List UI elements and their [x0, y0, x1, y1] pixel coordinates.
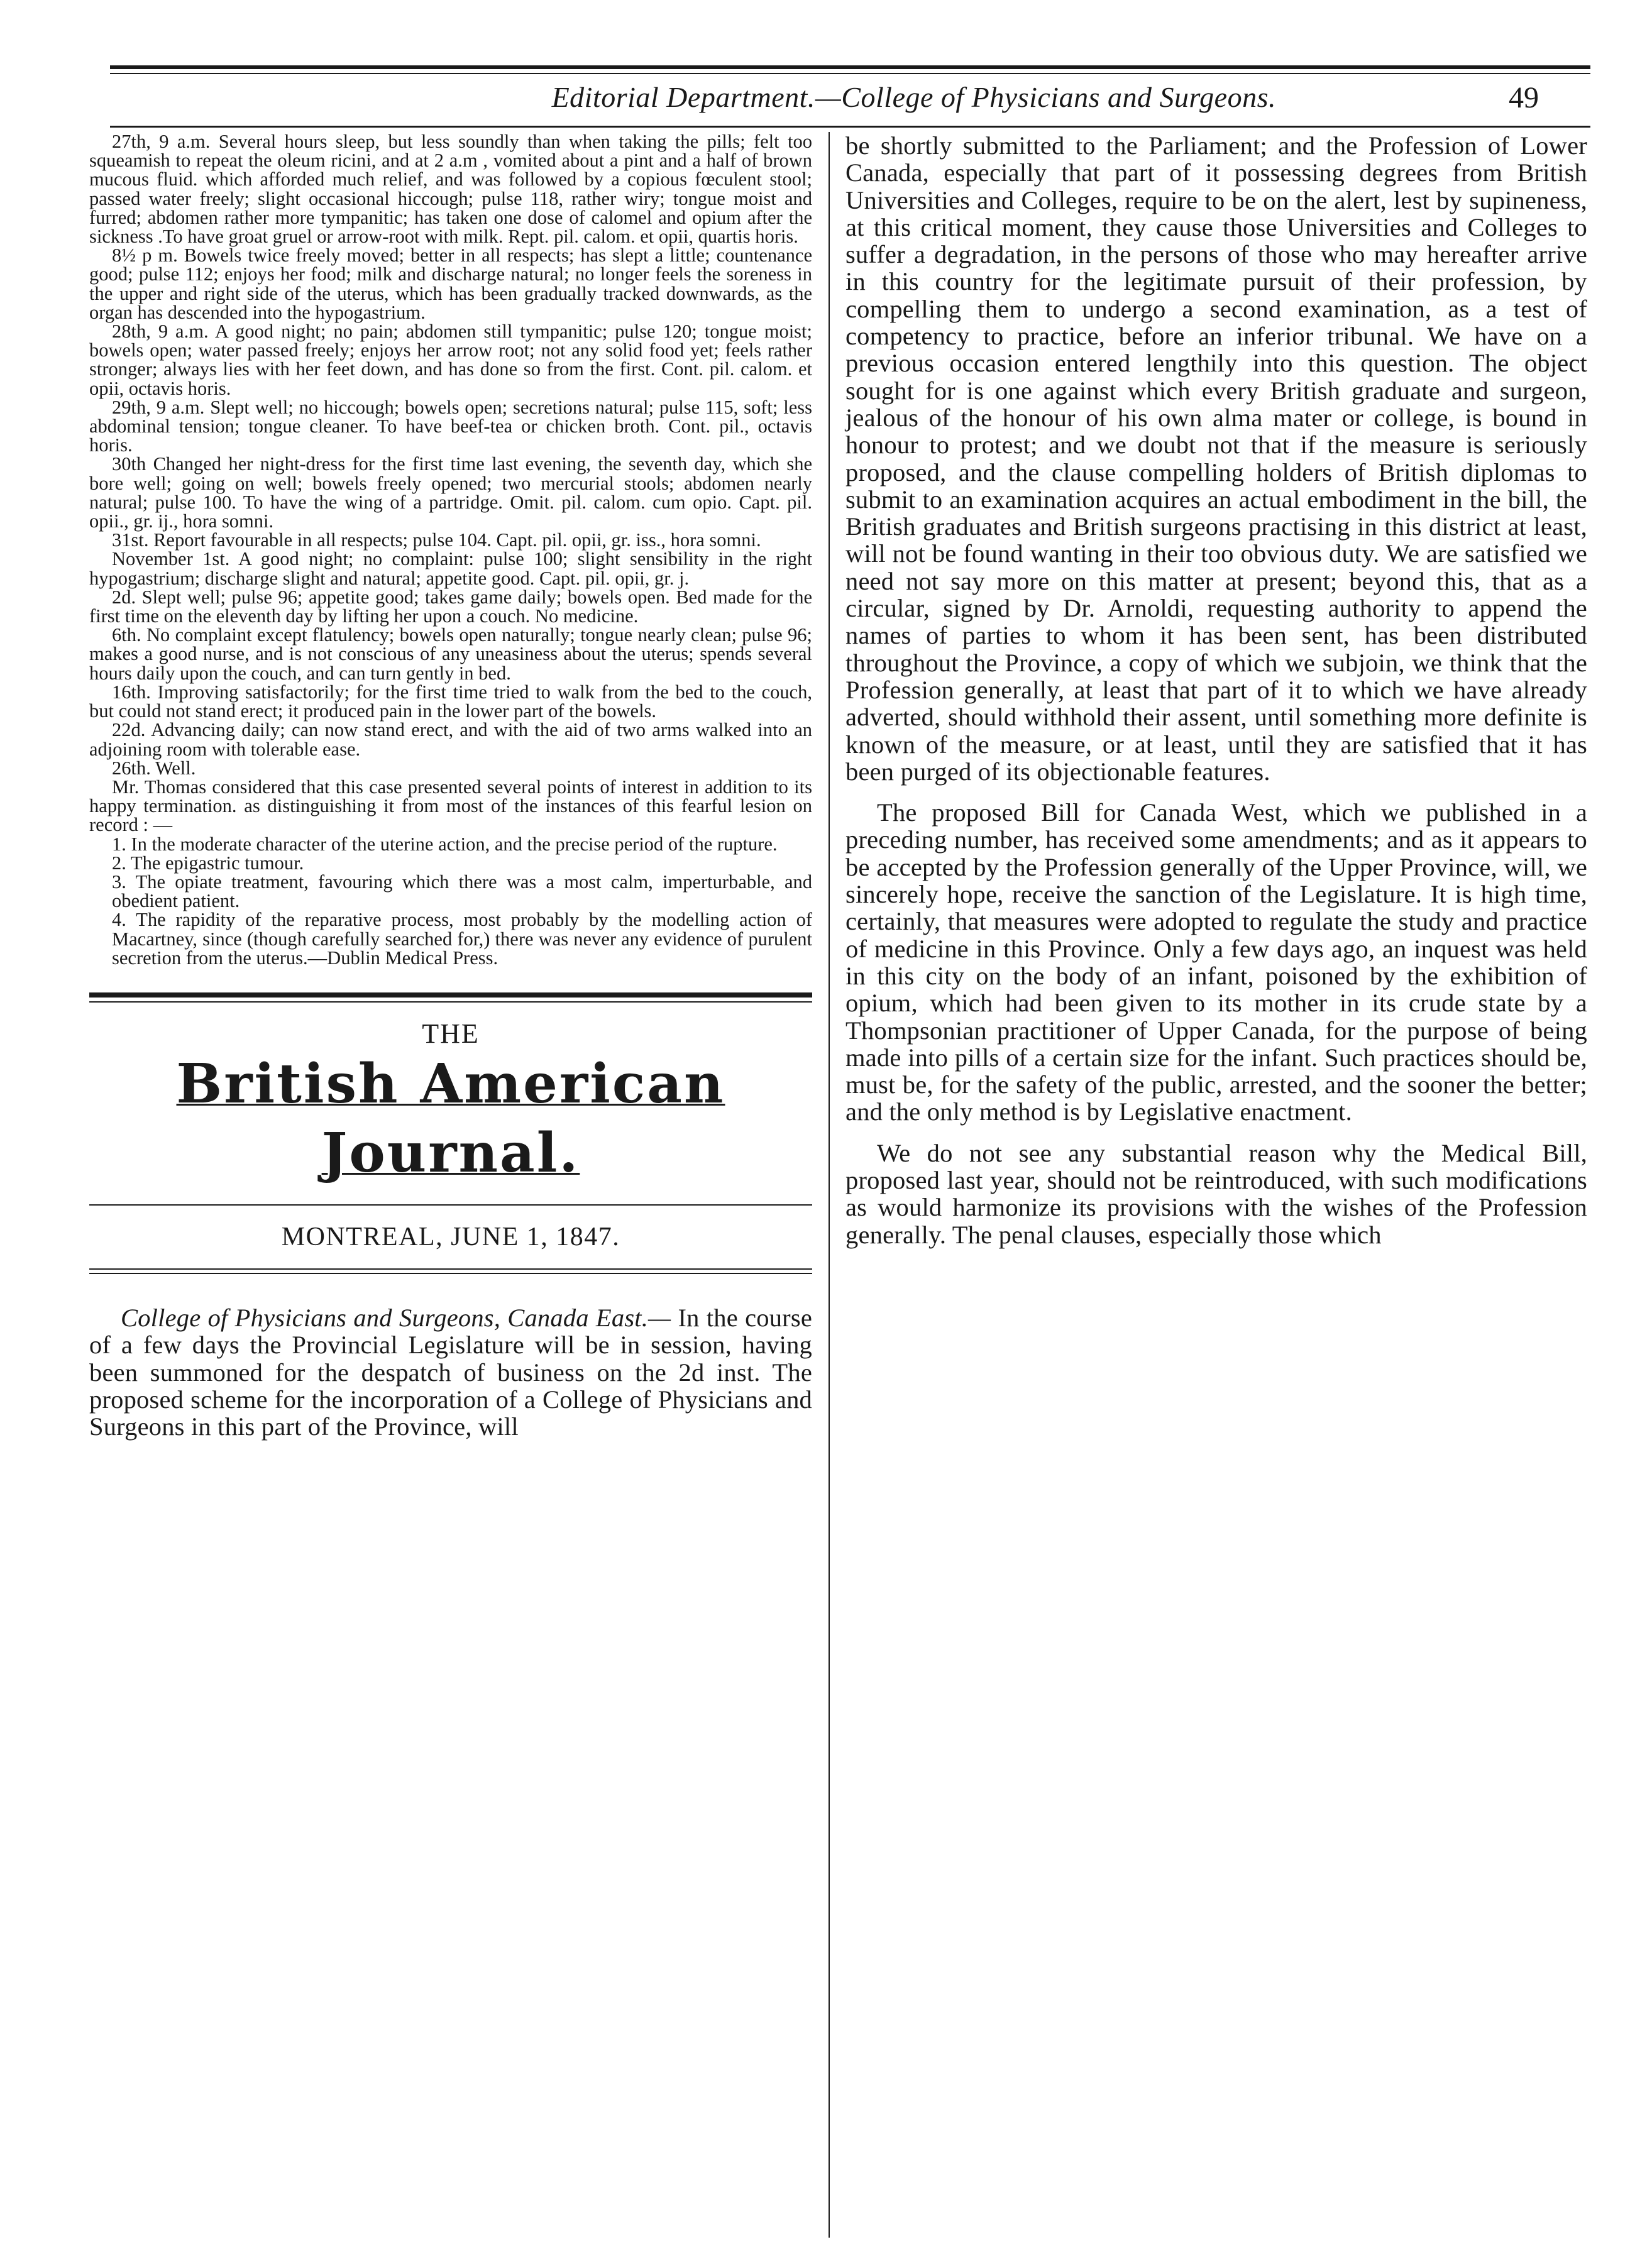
editorial-para1-body: In the course of a few days the Provincial Legislature will be in session, having been summoned for the despatch of business on the 2d inst. The proposed scheme for the incorporation of a College of Physicians and Surgeons in this part of the Province, will [89, 1303, 813, 1441]
top-border-rule [110, 65, 1590, 69]
editorial-para1-continued: be shortly submitted to the Parliament; and the Profession of Lower Canada, especially that part of it possessing degrees from British Universities and Colleges, require to be on the alert, lest by supineness, at this critical moment, they cause those Universities and Colleges to suffer a degradation, in the persons of those who may hereafter arrive in this country for the legitimate pursuit of their profession, by compelling them to undergo a second examination, as a test of competency to practice, before an inferior tribunal. We have on a previous occasion entered lengthily into this question. The object sought for is one against which every British graduate and surgeon, jealous of the honour of his own alma mater or college, is bound in honour to protest; and we doubt not that if the measure is seriously proposed, and the clause compelling holders of British diplomas to submit to an examination acquires an actual embodiment in the bill, the British graduates and British surgeons practising in this district at least, will not be found wanting in their too obvious duty. We are satisfied we need not say more on this matter at present; beyond this, that as a circular, signed by Dr. Arnoldi, requesting authority to append the names of parties to whom it has been sent, has been distributed throughout the Province, a copy of which we subjoin, we think that the Profession generally, at least that part of it to which we have already adverted, should withhold their assent, until something more definite is known of the measure, or at least, until they are satisfied that it has been purged of its objectionable features. [845, 131, 1587, 786]
case-note: 30th Changed her night-dress for the first time last evening, the seventh day, which she bore well; going on well; bowels freely opened; two mercurial stools; abdomen nearly natural; pulse 100. To have the wing of a partridge. Omit. pil. calom. cum opio. Capt. pil. opii., gr. ij., hora somni. [89, 453, 812, 532]
case-note: 6th. No complaint except flatulency; bowels open naturally; tongue nearly clean; pulse 96; makes a good nurse, and is not conscious of any uneasiness about the uterus; spends several hours daily upon the couch, and can turn gently in bed. [89, 624, 812, 684]
masthead-rule-top [89, 992, 812, 998]
case-point: 1. In the moderate character of the uterine action, and the precise period of the rupture. [112, 833, 778, 855]
case-note: 8½ p m. Bowels twice freely moved; better in all respects; has slept a little; countenance good; pulse 112; enjoys her food; milk and discharge natural; no longer feels the soreness in the upper and right side of the uterus, which has been gradually tracked downwards, as the organ has descended into the hypogastrium. [89, 245, 812, 323]
header-rule [110, 126, 1590, 128]
left-column [89, 132, 812, 1440]
editorial-paragraph [89, 1304, 812, 1440]
masthead-the: THE [422, 1018, 480, 1049]
editorial-paragraph-2: The proposed Bill for Canada West, which we published in a preceding number, has received some amendments; and as it appears to be accepted by the Profession generally of the Upper Province, will, we sincerely hope, receive the sanction of the Legislature. It is high time, certainly, that measures were adopted to regulate the study and practice of medicine in this Province. Only a few days ago, an inquest was held in this city on the body of an infant, poisoned by the exhibition of opium, which had been given to its mother in its crude state by a Thompsonian practitioner of Upper Canada, for the purpose of being made into pills of a certain size for the infant. Such practices should be, must be, for the safety of the public, arrested, and the sooner the better; and the only method is by Legislative enactment. [845, 798, 1587, 1126]
case-point: 2. The epigastric tumour. [112, 852, 304, 874]
case-note: 29th, 9 a.m. Slept well; no hiccough; bowels open; secretions natural; pulse 115, soft; less abdominal tension; tongue cleaner. To have beef-tea or chicken broth. Cont. pil., octavis horis. [89, 396, 812, 456]
page-number: 49 [1509, 81, 1539, 114]
case-note: 26th. Well. [112, 757, 196, 779]
case-note: 27th, 9 a.m. Several hours sleep, but less soundly than when taking the pills; felt too squeamish to repeat the oleum ricini, and at 2 a.m , vomited about a pint and a half of brown mucous fluid. which afforded much relief, and was followed by a copious fœculent stool; passed water freely; slight occasional hiccough; pulse 118, rather wiry; tongue moist and furred; abdomen rather more tympanitic; has taken one dose of calomel and opium after the sickness .To have groat gruel or arrow-root with milk. Rept. pil. calom. et opii, quartis horis. [89, 131, 812, 248]
masthead-date: MONTREAL, JUNE 1, 1847. [281, 1222, 620, 1251]
column-divider [829, 132, 830, 2238]
top-border-rule-thin [110, 73, 1590, 74]
case-point: 4. The rapidity of the reparative process, most probably by the modelling action of Macartney, since (though carefully searched for,) there was never any evidence of purulent secretion from the uterus.—Dublin Medical Press. [112, 909, 812, 969]
case-point: 3. The opiate treatment, favouring which there was a most calm, imperturbable, and obedient patient. [112, 871, 812, 912]
masthead-title: British American Journal. [176, 1052, 725, 1185]
editorial-heading: College of Physicians and Surgeons, Canada East.— [121, 1303, 671, 1332]
right-column [845, 132, 1587, 1248]
running-title: Editorial Department.—College of Physicians and Surgeons. [551, 81, 1276, 113]
case-note: November 1st. A good night; no complaint: pulse 100; slight sensibility in the right hypogastrium; discharge slight and natural; appetite good. Capt. pil. opii, gr. j. [89, 548, 812, 589]
case-note: 22d. Advancing daily; can now stand erect, and with the aid of two arms walked into an adjoining room with tolerable ease. [89, 719, 812, 760]
case-note: 16th. Improving satisfactorily; for the first time tried to walk from the bed to the couch, but could not stand erect; it produced pain in the lower part of the bowels. [89, 681, 812, 722]
case-note: 28th, 9 a.m. A good night; no pain; abdomen still tympanitic; pulse 120; tongue moist; bowels open; water passed freely; enjoys her arrow root; not any solid food yet; feels rather stronger; always lies with her feet down, and has done so from the first. Cont. pil. calom. et opii, octavis horis. [89, 321, 812, 399]
editorial-paragraph-3: We do not see any substantial reason why the Medical Bill, proposed last year, should not be reintroduced, with such modifications as would harmonize its provisions with the wishes of the Profession generally. The penal clauses, especially those which [845, 1138, 1587, 1249]
case-note: Mr. Thomas considered that this case presented several points of interest in addition to its happy termination. as distinguishing it from most of the instances of this fearful lesion on record : — [89, 776, 812, 836]
case-note: 31st. Report favourable in all respects; pulse 104. Capt. pil. opii, gr. iss., hora somni. [112, 529, 761, 551]
case-note: 2d. Slept well; pulse 96; appetite good; takes game daily; bowels open. Bed made for the first time on the eleventh day by lifting her upon a couch. No medicine. [89, 586, 812, 627]
case-notes [89, 132, 812, 967]
